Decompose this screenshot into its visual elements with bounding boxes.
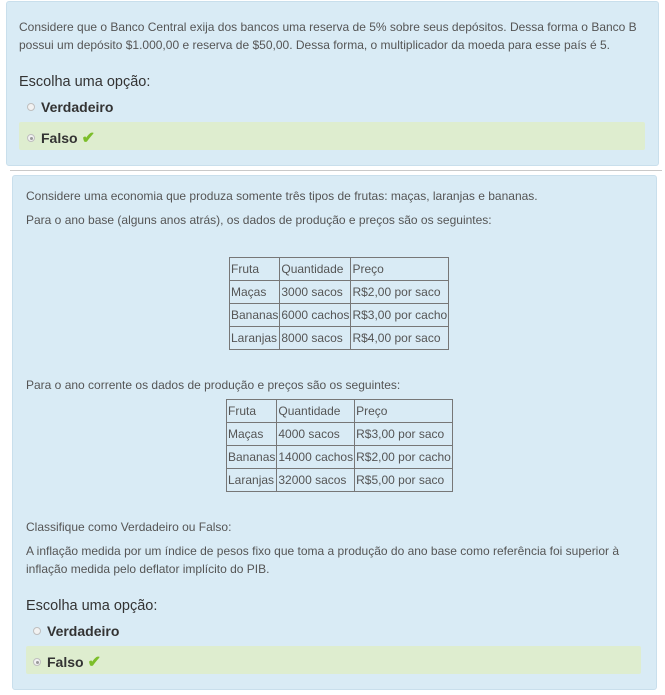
table-row <box>227 469 453 492</box>
table-row <box>230 281 449 304</box>
table-cell: R$4,00 por saco <box>351 327 449 350</box>
option-false-label: Falso <box>47 654 84 670</box>
radio-unchecked-icon[interactable] <box>33 627 41 635</box>
table-cell: R$2,00 por cacho <box>355 446 453 469</box>
table-cell: 14000 cachos <box>277 446 355 469</box>
table-row <box>227 423 453 446</box>
divider <box>10 170 662 171</box>
table-cell: Bananas <box>230 304 280 327</box>
option-true-label: Verdadeiro <box>47 623 120 639</box>
question-2-current-year-text: Para o ano corrente os dados de produção e preços são os seguintes: <box>26 378 401 392</box>
table-cell: 32000 sacos <box>277 469 355 492</box>
table-row <box>230 327 449 350</box>
question-1-option-false[interactable] <box>27 128 95 148</box>
table-header-cell: Quantidade <box>277 400 355 423</box>
question-2-classify-text: Classifique como Verdadeiro ou Falso: <box>26 520 232 534</box>
question-2-option-true[interactable] <box>33 623 119 639</box>
table-cell: Bananas <box>227 446 277 469</box>
table-header-row <box>227 400 453 423</box>
question-2-selected-highlight <box>26 646 641 674</box>
option-false-label: Falso <box>41 130 78 146</box>
question-1-selected-highlight <box>19 122 645 150</box>
table-header-row <box>230 258 449 281</box>
question-2-base-year-text: Para o ano base (alguns anos atrás), os dados de produção e preços são os seguintes: <box>26 213 492 227</box>
table-header-cell: Preço <box>355 400 453 423</box>
table-cell: R$3,00 por saco <box>355 423 453 446</box>
table-row <box>230 304 449 327</box>
table-cell: 6000 cachos <box>280 304 351 327</box>
question-1-statement: Considere que o Banco Central exija dos bancos uma reserva de 5% sobre seus depósitos. Dessa forma o Banco B possui um depósito $1.000,00 e reserva de $50,00. Dessa forma, o multiplicador da moeda para esse país é 5. <box>19 20 637 52</box>
table-cell: R$2,00 por saco <box>351 281 449 304</box>
table-cell: Maças <box>227 423 277 446</box>
question-2-statement: A inflação medida por um índice de pesos fixo que toma a produção do ano base como referência foi superior à inflação medida pelo deflator implícito do PIB. <box>26 544 620 576</box>
check-icon: ✔ <box>81 130 95 147</box>
table-cell: R$3,00 por cacho <box>351 304 449 327</box>
table-header-cell: Fruta <box>230 258 280 281</box>
question-2-choose-label: Escolha uma opção: <box>26 598 158 614</box>
table-cell: 4000 sacos <box>277 423 355 446</box>
table-header-cell: Quantidade <box>280 258 351 281</box>
current-year-table <box>226 399 453 492</box>
table-header-cell: Preço <box>351 258 449 281</box>
table-cell: 8000 sacos <box>280 327 351 350</box>
option-true-label: Verdadeiro <box>41 99 114 115</box>
check-icon: ✔ <box>87 654 101 671</box>
question-2-intro: Considere uma economia que produza somente três tipos de frutas: maças, laranjas e bananas. <box>26 189 538 203</box>
table-cell: Maças <box>230 281 280 304</box>
table-cell: Laranjas <box>227 469 277 492</box>
table-cell: R$5,00 por saco <box>355 469 453 492</box>
question-1-choose-label: Escolha uma opção: <box>19 74 151 90</box>
radio-checked-icon[interactable] <box>27 134 35 142</box>
table-cell: Laranjas <box>230 327 280 350</box>
radio-checked-icon[interactable] <box>33 658 41 666</box>
radio-unchecked-icon[interactable] <box>27 103 35 111</box>
table-header-cell: Fruta <box>227 400 277 423</box>
question-1-option-true[interactable] <box>27 99 113 115</box>
base-year-table <box>229 257 449 350</box>
question-2-option-false[interactable] <box>33 652 101 672</box>
table-cell: 3000 sacos <box>280 281 351 304</box>
table-row <box>227 446 453 469</box>
